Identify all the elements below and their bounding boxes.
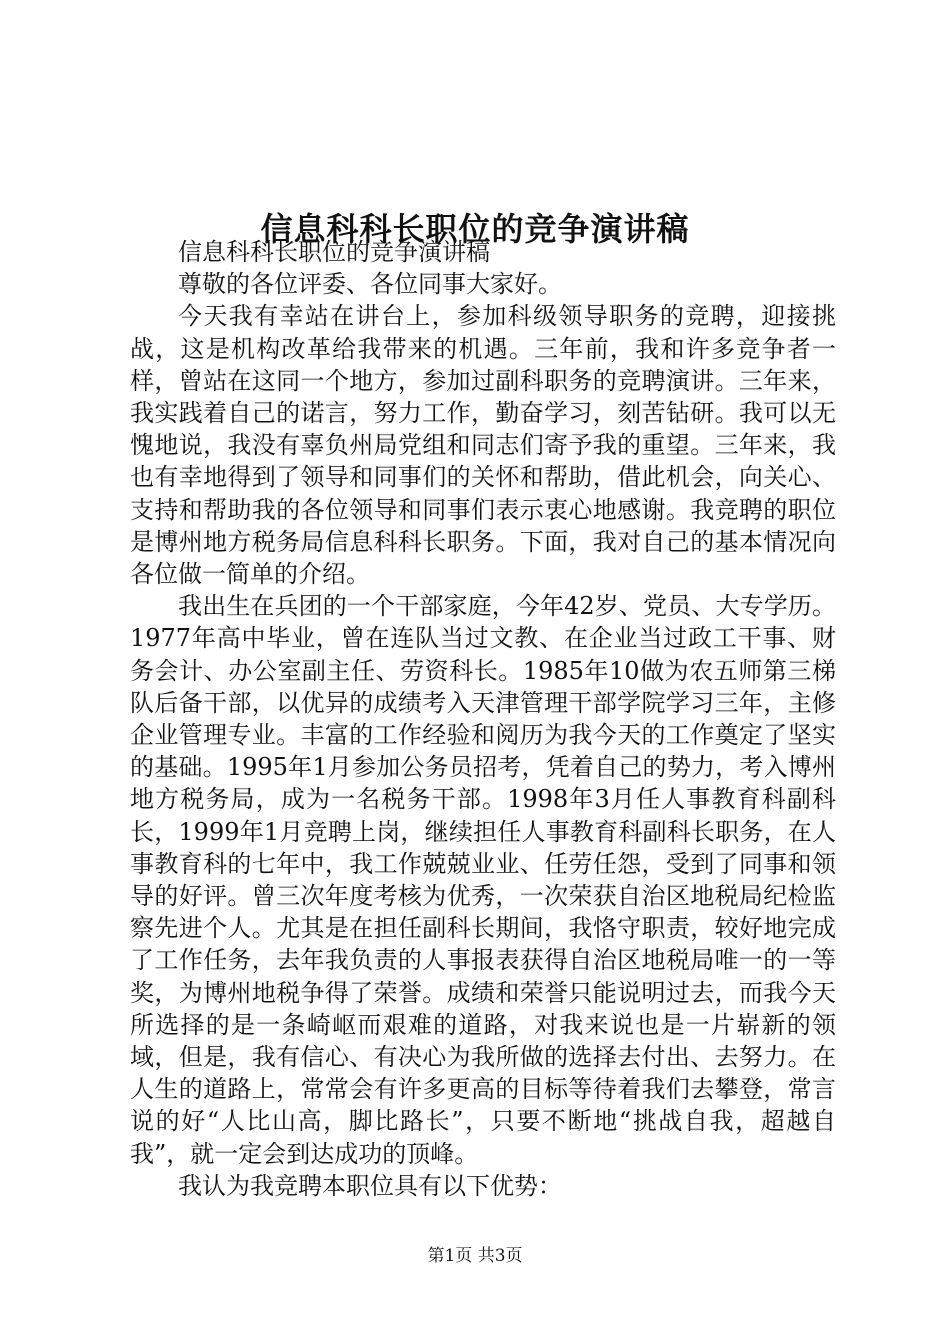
page-footer	[0, 1244, 950, 1268]
paragraph-greeting: 尊敬的各位评委、各位同事大家好。	[178, 270, 562, 299]
document-body	[130, 236, 836, 1202]
paragraph-subtitle: 信息科科长职位的竞争演讲稿	[178, 238, 490, 266]
paragraph-advantages-lead: 我认为我竞聘本职位具有以下优势：	[178, 1171, 562, 1200]
paragraph-background: 我出生在兵团的一个干部家庭，今年42岁、党员、大专学历。1977年高中毕业，曾在连队当过文教、在企业当过政工干事、财务会计、办公室副主任、劳资科长。1985年10做为农五师第三梯队后备干部，以优异的成绩考入天津管理干部学院学习三年，主修企业管理专业。丰富的工作经验和阅历为我今天的工作奠定了坚实的基础。1995年1月参加公务员招考，凭着自己的势力，考入博州地方税务局，成为一名税务干部。1998年3月任人事教育科副科长，1999年1月竞聘上岗，继续担任人事教育科副科长职务，在人事教育科的七年中，我工作兢兢业业、任劳任怨，受到了同事和领导的好评。曾三次年度考核为优秀，一次荣获自治区地税局纪检监察先进个人。尤其是在担任副科长期间，我恪守职责，较好地完成了工作任务，去年我负责的人事报表获得自治区地税局唯一的一等奖，为博州地税争得了荣誉。成绩和荣誉只能说明过去，而我今天所选择的是一条崎岖而艰难的道路，对我来说也是一片崭新的领域，但是，我有信心、有决心为我所做的选择去付出、去努力。在人生的道路上，常常会有许多更高的目标等待着我们去攀登，常言说的好“人比山高，脚比路长”，只要不断地“挑战自我，超越自我”，就一定会到达成功的顶峰。	[130, 592, 836, 1168]
page-number-indicator: 第1页 共3页	[427, 1246, 523, 1266]
document-title: 信息科科长职位的竞争演讲稿	[260, 210, 690, 249]
paragraph-introduction: 今天我有幸站在讲台上，参加科级领导职务的竞聘，迎接挑战，这是机构改革给我带来的机遇。三年前，我和许多竞争者一样，曾站在这同一个地方，参加过副科职务的竞聘演讲。三年来，我实践着自己的诺言，努力工作，勤奋学习，刻苦钻研。我可以无愧地说，我没有辜负州局党组和同志们寄予我的重望。三年来，我也有幸地得到了领导和同事们的关怀和帮助，借此机会，向关心、支持和帮助我的各位领导和同事们表示衷心地感谢。我竞聘的职位是博州地方税务局信息科科长职务。下面，我对自己的基本情况向各位做一简单的介绍。	[130, 302, 836, 589]
